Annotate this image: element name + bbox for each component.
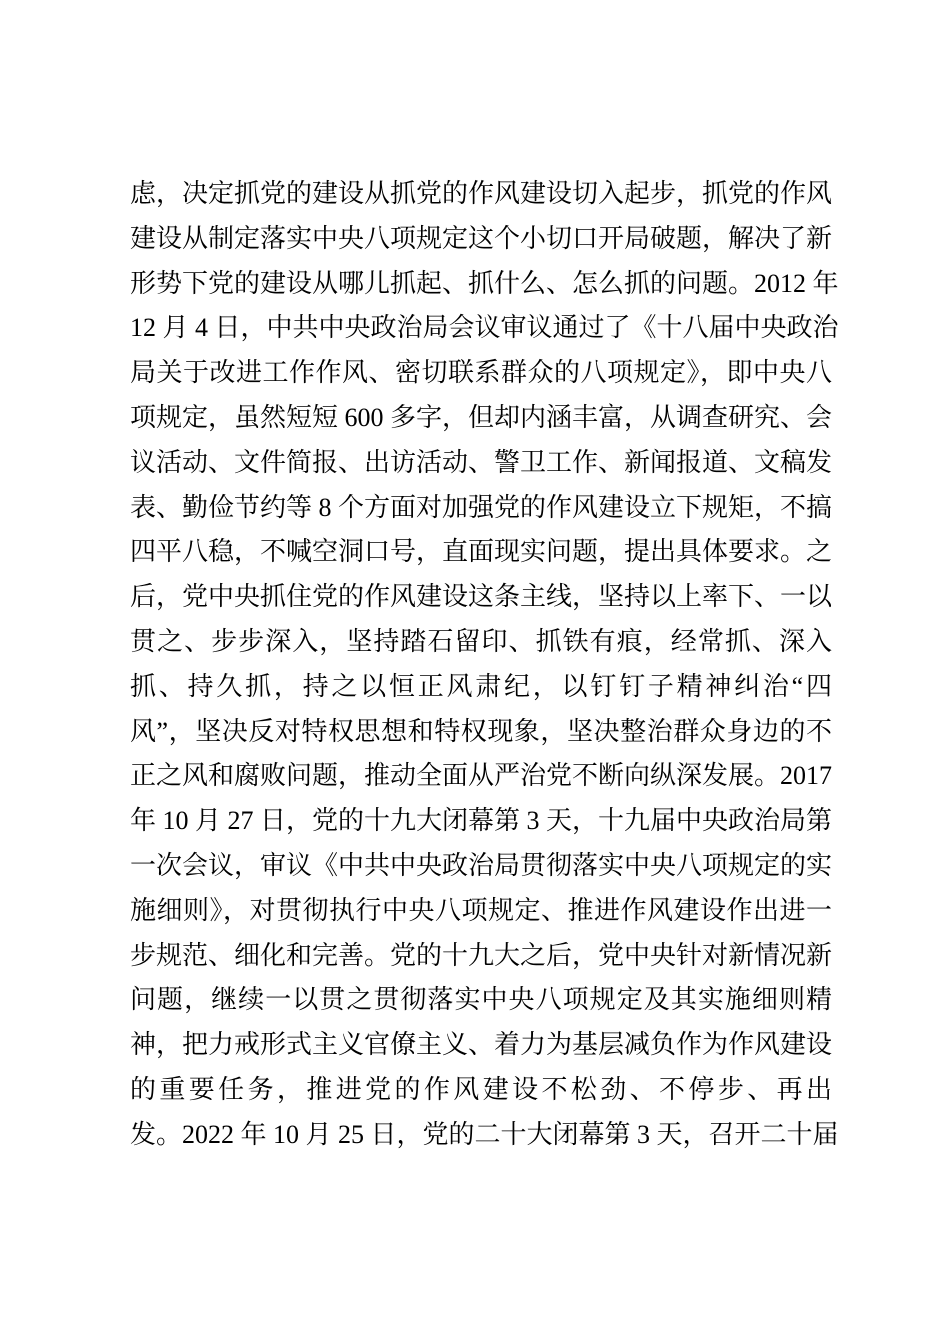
text-line: 一次会议，审议《中共中央政治局贯彻落实中央八项规定的实 <box>130 850 833 880</box>
text-line: 四平八稳，不喊空洞口号，直面现实问题，提出具体要求。之 <box>130 537 833 567</box>
text-line: 后，党中央抓住党的作风建设这条主线，坚持以上率下、一以 <box>130 582 833 612</box>
text-line: 年 10 月 27 日，党的十九大闭幕第 3 天，十九届中央政治局第 <box>130 806 833 836</box>
text-line: 问题，继续一以贯之贯彻落实中央八项规定及其实施细则精 <box>130 985 832 1015</box>
text-line: 局关于改进工作作风、密切联系群众的八项规定》，即中央八 <box>130 358 832 388</box>
text-line: 表、勤俭节约等 8 个方面对加强党的作风建设立下规矩，不搞 <box>130 492 833 522</box>
text-line: 抓、持久抓，持之以恒正风肃纪，以钉钉子精神纠治“四 <box>130 671 832 701</box>
text-line: 12 月 4 日，中共中央政治局会议审议通过了《十八届中央政治 <box>130 313 839 343</box>
text-line: 贯之、步步深入，坚持踏石留印、抓铁有痕，经常抓、深入 <box>130 626 832 656</box>
text-line: 形势下党的建设从哪儿抓起、抓什么、怎么抓的问题。2012 年 <box>130 268 839 298</box>
text-line: 发。2022 年 10 月 25 日，党的二十大闭幕第 3 天，召开二十届 <box>130 1119 839 1149</box>
text-line: 的重要任务，推进党的作风建设不松劲、不停步、再出 <box>130 1074 832 1104</box>
text-line: 步规范、细化和完善。党的十九大之后，党中央针对新情况新 <box>130 940 833 970</box>
text-line: 正之风和腐败问题，推动全面从严治党不断向纵深发展。2017 <box>130 761 833 791</box>
document-body <box>130 172 839 1158</box>
text-line: 项规定，虽然短短 600 多字，但却内涵丰富，从调查研究、会 <box>130 402 833 432</box>
text-line: 议活动、文件简报、出访活动、警卫工作、新闻报道、文稿发 <box>130 447 833 477</box>
text-line: 神，把力戒形式主义官僚主义、着力为基层减负作为作风建设 <box>130 1030 833 1060</box>
text-line: 施细则》，对贯彻执行中央八项规定、推进作风建设作出进一 <box>130 895 832 925</box>
text-line: 虑，决定抓党的建设从抓党的作风建设切入起步，抓党的作风 <box>130 179 833 208</box>
text-line: 建设从制定落实中央八项规定这个小切口开局破题，解决了新 <box>130 223 833 253</box>
text-line: 风”，坚决反对特权思想和特权现象，坚决整治群众身边的不 <box>130 716 832 746</box>
